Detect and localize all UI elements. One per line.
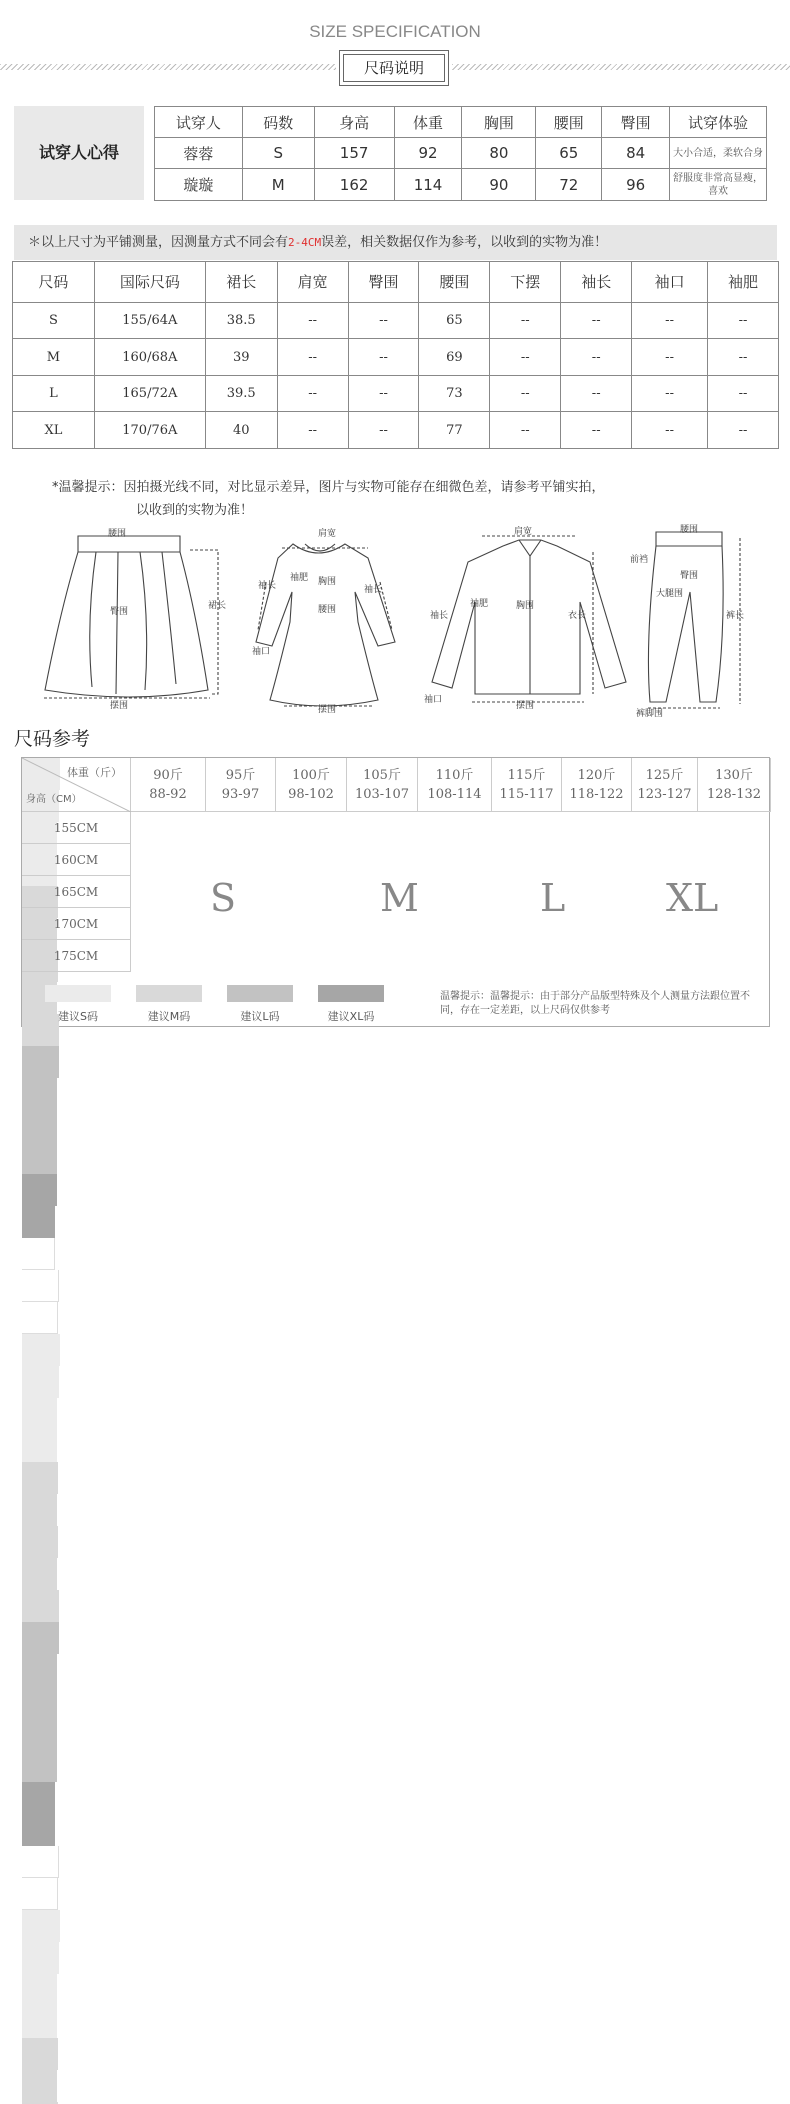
size-cell: -- [561,412,632,449]
legend-item [45,985,111,1024]
size-cell: -- [348,375,419,412]
size-cell: -- [490,339,561,376]
measurement-diagrams [0,522,790,722]
size-reference-chart [21,757,770,1027]
size-cell: -- [708,375,779,412]
trial-cell: 蓉蓉 [155,138,243,169]
trial-cell: 璇璇 [155,169,243,201]
weight-range: 115-117 [499,787,554,802]
trial-header-cell: 腰围 [536,107,602,138]
size-zone-letter: M [380,876,419,920]
size-cell: -- [632,302,708,339]
trial-header-cell: 试穿人 [155,107,243,138]
diagram-label: 腰围 [680,525,699,535]
size-header-cell: 下摆 [490,262,561,303]
size-cell: -- [708,339,779,376]
size-cell: -- [348,339,419,376]
size-fit-cell [22,1174,57,1206]
size-cell: 170/76A [94,412,205,449]
size-cell: -- [277,302,348,339]
size-cell: -- [561,339,632,376]
weight-value: 130斤 [715,768,753,783]
size-cell: -- [632,412,708,449]
size-cell: -- [708,412,779,449]
trial-header-cell: 体重 [394,107,462,138]
size-header-cell: 臀围 [348,262,419,303]
diagram-label: 腰围 [108,529,127,539]
trial-header-cell: 码数 [242,107,314,138]
weight-column-header [131,758,206,812]
legend-label: 建议S码 [58,1010,98,1023]
trial-experience: 大小合适，柔软合身 [670,138,767,169]
diagram-label: 袖肥 [470,599,489,609]
weight-column-header [562,758,632,812]
height-row-label: 175CM [22,940,131,972]
size-fit-cell [22,1462,58,1494]
size-cell: 77 [419,412,490,449]
diagram-label: 摆围 [318,705,337,715]
diagram-label: 袖长 [258,581,277,591]
size-fit-cell [22,1238,55,1270]
notice-error-range: 2-4CM [288,236,322,249]
weight-range: 103-107 [354,787,410,802]
height-row-label: 155CM [22,812,131,844]
weight-column-header [347,758,418,812]
size-fit-cell [22,1974,57,2006]
weight-column-header [418,758,492,812]
size-fit-cell [22,1558,57,1590]
size-fit-cell [22,1782,55,1814]
legend-swatch [45,985,111,1002]
size-fit-cell [22,1302,58,1334]
size-reference-title: 尺码参考 [14,728,91,750]
weight-value: 125斤 [645,768,684,783]
size-fit-cell [22,1334,60,1366]
size-header-row [13,262,779,303]
reference-corner [22,758,131,812]
legend-swatch [136,985,202,1002]
trial-section [14,106,767,200]
trial-cell: 65 [536,138,602,169]
title-chinese-box [339,50,449,86]
legend-label: 建议L码 [240,1010,280,1023]
tip-line: *温馨提示：因拍摄光线不同，对比显示差异，图片与实物可能存在细微色差，请参考平铺实拍， [52,480,605,495]
height-axis-label: 身高（CM） [26,794,82,805]
legend-item [227,985,293,1024]
size-fit-cell [22,1750,57,1782]
diagram-label: 胸围 [516,601,535,611]
trial-header-cell: 胸围 [462,107,536,138]
weight-value: 105斤 [363,768,401,783]
size-zone-letter: L [540,876,566,920]
size-cell: 40 [205,412,277,449]
size-fit-cell [22,1686,57,1718]
height-row-label: 165CM [22,876,131,908]
trial-cell: S [242,138,314,169]
trial-cell: 114 [394,169,462,201]
trial-header-cell: 身高 [314,107,394,138]
size-fit-cell [22,1430,57,1462]
trial-header-row [155,107,767,138]
weight-column-header [492,758,562,812]
trial-table [154,106,767,201]
weight-range: 123-127 [637,787,692,802]
size-cell: -- [348,412,419,449]
size-fit-cell [22,2006,57,2038]
dash-line-left [0,64,336,70]
size-fit-cell [22,1942,59,1974]
trial-cell: 96 [602,169,670,201]
size-cell: 38.5 [205,302,277,339]
diagram-label: 袖口 [424,695,443,705]
size-header-cell: 袖肥 [708,262,779,303]
size-cell: -- [277,339,348,376]
measurement-notice [14,225,777,260]
size-fit-cell [22,1142,57,1174]
diagram-label: 袖长 [364,585,383,595]
weight-value: 95斤 [225,768,256,783]
diagram-label: 肩宽 [514,527,533,537]
size-zone-letter: XL [666,876,719,920]
weight-axis-label: 体重（斤） [67,766,122,779]
dash-line-right [452,64,790,70]
diagram-label: 摆围 [516,701,535,711]
diagram-label: 裤脚围 [636,709,664,719]
trial-cell: M [242,169,314,201]
size-fit-cell [22,1878,58,1910]
diagram-label: 大腿围 [656,589,684,599]
legend-label: 建议XL码 [327,1010,375,1023]
weight-column-header [698,758,771,812]
diagram-label: 袖肥 [290,573,309,583]
trial-cell: 90 [462,169,536,201]
title-chinese: 尺码说明 [343,54,445,82]
trial-cell: 80 [462,138,536,169]
size-row [13,302,779,339]
size-fit-cell [22,1366,59,1398]
size-fit-cell [22,1270,59,1302]
size-header-cell: 国际尺码 [94,262,205,303]
trial-row [155,169,767,201]
weight-value: 100斤 [292,768,330,783]
trial-cell: 162 [314,169,394,201]
size-cell: -- [561,302,632,339]
legend-swatch [227,985,293,1002]
size-fit-cell [22,2070,57,2102]
diagram-label: 胸围 [318,577,337,587]
weight-range: 88-92 [149,787,187,802]
trial-side-label: 试穿人心得 [14,106,144,200]
size-fit-cell [22,1078,57,1110]
diagram-label: 肩宽 [318,529,337,539]
size-row [13,339,779,376]
size-cell: -- [632,375,708,412]
notice-text: ＊以上尺寸为平铺测量，因测量方式不同会有 [28,235,289,250]
size-cell: -- [561,375,632,412]
weight-value: 110斤 [435,768,474,783]
size-header-cell: 袖口 [632,262,708,303]
trial-cell: 72 [536,169,602,201]
diagram-label: 袖长 [430,611,449,621]
size-cell: -- [348,302,419,339]
height-row-label: 160CM [22,844,131,876]
diagram-label: 臀围 [680,571,699,581]
size-cell: 69 [419,339,490,376]
tip-line: 以收到的实物为准！ [136,503,254,518]
size-fit-cell [22,1654,57,1686]
size-cell: S [13,302,95,339]
size-fit-cell [22,1622,59,1654]
weight-value: 90斤 [153,768,183,783]
title-english: SIZE SPECIFICATION [309,22,481,41]
size-cell: 39.5 [205,375,277,412]
size-cell: 65 [419,302,490,339]
weight-column-header [206,758,276,812]
size-row [13,375,779,412]
legend-label: 建议M码 [147,1010,191,1023]
size-fit-cell [22,1110,57,1142]
size-header-cell: 裙长 [205,262,277,303]
size-fit-cell [22,1494,57,1526]
notice-text: 误差，相关数据仅作为参考，以收到的实物为准！ [321,235,608,250]
size-cell: 73 [419,375,490,412]
height-row-label: 170CM [22,908,131,940]
size-cell: M [13,339,95,376]
size-row [13,412,779,449]
weight-range: 118-122 [569,787,624,802]
size-fit-cell [22,1718,57,1750]
size-cell: -- [490,375,561,412]
size-header-cell: 袖长 [561,262,632,303]
size-fit-cell [22,1910,60,1942]
weight-range: 98-102 [288,787,334,802]
weight-value: 115斤 [507,768,546,783]
legend-item [318,985,384,1024]
size-cell: 165/72A [94,375,205,412]
weight-range: 93-97 [221,787,260,802]
weight-column-header [632,758,698,812]
trial-cell: 157 [314,138,394,169]
weight-range: 108-114 [427,787,482,802]
trial-cell: 84 [602,138,670,169]
trial-cell: 92 [394,138,462,169]
size-cell: -- [277,412,348,449]
size-cell: -- [490,412,561,449]
size-zone-letter: S [210,876,237,920]
size-fit-cell [22,1206,55,1238]
color-tip [52,476,605,522]
size-cell: XL [13,412,95,449]
reference-footnote: 温馨提示：温馨提示：由于部分产品版型特殊及个人测量方法跟位置不同，存在一定差距，以上尺码仅供参考 [440,991,750,1016]
trial-header-cell: 臀围 [602,107,670,138]
size-cell: 155/64A [94,302,205,339]
size-header-cell: 尺码 [13,262,95,303]
size-cell: 39 [205,339,277,376]
weight-value: 120斤 [577,768,616,783]
trial-header-cell: 试穿体验 [670,107,767,138]
size-fit-cell [22,1526,58,1558]
weight-range: 128-132 [706,787,762,802]
diagram-label: 裙长 [208,601,227,611]
size-fit-cell [22,2102,58,2104]
size-cell: -- [490,302,561,339]
size-cell: -- [277,375,348,412]
size-cell: L [13,375,95,412]
diagram-label: 腰围 [318,605,337,615]
trial-experience: 舒服度非常高显瘦，喜欢 [670,169,767,201]
diagram-label: 摆围 [110,701,129,711]
size-fit-cell [22,1398,57,1430]
size-cell: -- [632,339,708,376]
size-cell: -- [708,302,779,339]
legend-swatch [318,985,384,1002]
size-header-cell: 腰围 [419,262,490,303]
weight-column-header [276,758,347,812]
size-fit-cell [22,2038,58,2070]
diagram-label: 臀围 [110,607,129,617]
size-table [12,261,779,449]
diagram-label: 衣长 [568,611,587,621]
trial-row [155,138,767,169]
size-header-cell: 肩宽 [277,262,348,303]
size-cell: 160/68A [94,339,205,376]
legend-item [136,985,202,1024]
size-fit-cell [22,1590,59,1622]
size-fit-cell [22,1046,59,1078]
diagram-label: 前裆 [630,555,649,565]
size-fit-cell [22,1814,55,1846]
diagram-label: 裤长 [726,611,745,621]
diagram-label: 袖口 [252,647,271,657]
size-fit-cell [22,1846,59,1878]
